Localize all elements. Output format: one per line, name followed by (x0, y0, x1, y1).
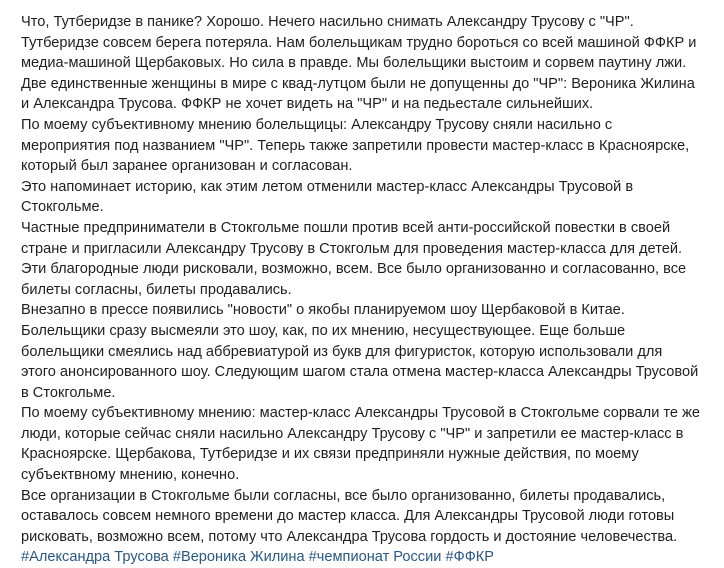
post-text-line: который был заранее организован и согласован. (21, 158, 353, 175)
post-text-line: Частные предприниматели в Стокгольме пошли против всей анти-российской повестки в своей (21, 219, 671, 236)
post-text-line: Тутберидзе совсем берега потеряла. Нам болельщикам трудно бороться со всей машиной ФФКР и (21, 34, 697, 51)
post-text-line: в Стокгольме. (21, 384, 116, 401)
post-text-line: Две единственные женщины в мире с квад-лутцом были не допущенны до "ЧР": Вероника Жилина (21, 75, 695, 92)
post-text-line: Болельщики сразу высмеяли это шоу, как, по их мнению, несуществующее. Еще больше (21, 322, 626, 339)
post-text-line: болельщики смеялись над аббревиатурой из букв для фигуристок, которую использовали для (21, 343, 663, 360)
post-text-line: рисковать, возможно всем, потому что Александра Трусова гордость и достояние человечества. (21, 528, 678, 545)
post-text-line: билеты согласны, билеты продавались. (21, 281, 292, 298)
hashtag-list (21, 547, 711, 568)
post-text-line: Эти благородные люди рисковали, возможно, всем. Все было организованно и согласованно, все (21, 261, 687, 278)
post-text-line: Все организации в Стокгольме были согласны, все было организованно, билеты продавались, (21, 487, 666, 504)
hashtag-link[interactable]: #ФФКР (445, 549, 495, 566)
post-text-line: люди, которые сейчас сняли насильно Александру Трусову с "ЧР" и запретили ее мастер-класс в (21, 425, 684, 442)
post-text-line: мероприятия под названием "ЧР". Теперь также запретили провести мастер-класс в Красноярске, (21, 137, 690, 154)
post-text-line: и Александра Трусова. ФФКР не хочет видеть на "ЧР" и на педьестале сильнейших. (21, 96, 594, 113)
hashtag-link[interactable]: #чемпионат России (308, 549, 442, 566)
post-text-line: оставалось совсем немного времени до мастер класса. Для Александры Трусовой люди готовы (21, 508, 675, 525)
post-body (21, 12, 711, 568)
post-text-line: Стокгольме. (21, 199, 104, 216)
post-text-line: стране и пригласили Александру Трусову в Стокгольм для проведения мастер-класса для детей. (21, 240, 683, 257)
post-text-line: По моему субъективному мнению болельщицы: Александру Трусову сняли насильно с (21, 116, 613, 133)
post-text-line: Внезапно в прессе появились "новости" о якобы планируемом шоу Щербаковой в Китае. (21, 302, 625, 319)
post-text-line: Красноярске. Щербакова, Тутберидзе и их связи предприняли нужные действия, по моему (21, 446, 639, 463)
hashtag-link[interactable]: #Вероника Жилина (172, 549, 305, 566)
post-text-line: медиа-машиной Щербаковых. Но сила в правде. Мы болельщики выстоим и сорвем паутину лжи. (21, 55, 687, 72)
hashtag-link[interactable]: #Александра Трусова (21, 549, 169, 566)
post-text-line: Что, Тутберидзе в панике? Хорошо. Нечего насильно снимать Александру Трусову с "ЧР". (21, 14, 634, 30)
post-text-line: По моему субъективному мнению: мастер-класс Александры Трусовой в Стокгольме сорвали те же (21, 405, 700, 422)
post-text-line: этого анонсированного шоу. Следующим шагом стала отмена мастер-класса Александры Трусовой (21, 364, 699, 381)
post-text-line: субъектвному мнению, конечно. (21, 467, 240, 484)
post-text-line: Это напоминает историю, как этим летом отменили мастер-класс Александры Трусовой в (21, 178, 634, 195)
